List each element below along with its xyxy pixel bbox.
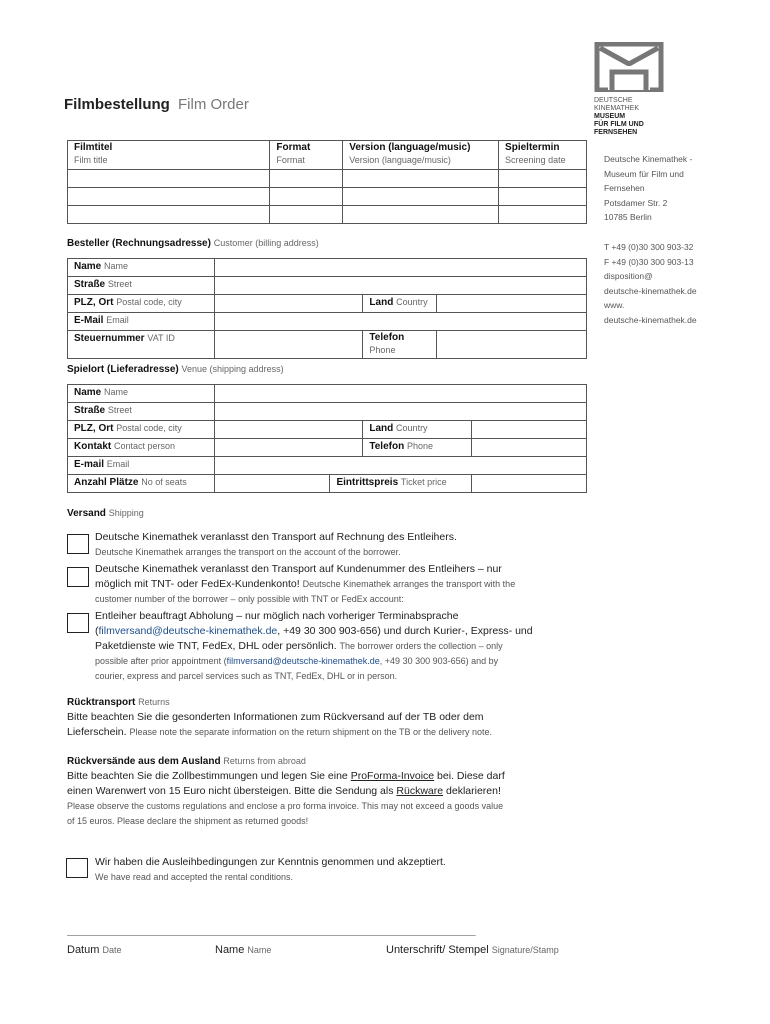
column-version: Version (language/music) Version (language/music) <box>343 141 499 170</box>
shipping-heading: Versand Shipping <box>67 508 144 519</box>
customer-postal-field[interactable] <box>214 295 363 313</box>
contact-email-b[interactable]: deutsche-kinemathek.de <box>604 285 697 296</box>
column-film-title: Filmtitel Film title <box>68 141 270 170</box>
table-row <box>68 188 587 206</box>
contact-phone: T +49 (0)30 300 903-32 <box>604 242 694 252</box>
venue-seats-label: Anzahl Plätze No of seats <box>68 475 215 493</box>
venue-contact-field[interactable] <box>214 439 363 457</box>
table-row <box>68 331 587 359</box>
logo-line: FÜR FILM UND <box>594 121 644 128</box>
table-row <box>68 457 587 475</box>
contact-fax: F +49 (0)30 300 903-13 <box>604 256 694 267</box>
table-row <box>68 313 587 331</box>
contact-block <box>604 240 697 328</box>
venue-phone-field[interactable] <box>472 439 587 457</box>
screening-date-field[interactable] <box>499 206 587 224</box>
customer-street-field[interactable] <box>214 277 586 295</box>
logo-line: DEUTSCHE <box>594 97 633 104</box>
customer-table <box>67 258 587 359</box>
accept-conditions-checkbox[interactable] <box>66 858 88 878</box>
venue-email-field[interactable] <box>214 457 586 475</box>
film-table-header <box>68 141 587 170</box>
customer-email-field[interactable] <box>214 313 586 331</box>
logo <box>594 42 664 137</box>
venue-postal-field[interactable] <box>214 421 363 439</box>
shipping-option-2: Deutsche Kinemathek veranlasst den Transport auf Kundenummer des Entleihers – nur möglich mit TNT- oder FedEx-Kundenkonto! Deutsche Kinemathek arranges the transport with the customer number of the borrower – only possible with TNT or FedEx account: <box>95 563 516 604</box>
table-row <box>68 295 587 313</box>
customer-country-label: Land Country <box>363 295 437 313</box>
column-screening-date: Spieltermin Screening date <box>499 141 587 170</box>
shipping-option-1-checkbox[interactable] <box>67 534 89 554</box>
address-block <box>604 152 692 225</box>
screening-date-field[interactable] <box>499 170 587 188</box>
version-field[interactable] <box>343 170 499 188</box>
page-title <box>64 96 249 113</box>
venue-name-field[interactable] <box>214 385 586 403</box>
shipping-option-3-checkbox[interactable] <box>67 613 89 633</box>
signature-stamp-label: Unterschrift/ Stempel Signature/Stamp <box>386 944 559 956</box>
table-row <box>68 259 587 277</box>
venue-country-label: Land Country <box>363 421 472 439</box>
film-title-field[interactable] <box>68 188 270 206</box>
column-format: Format Format <box>270 141 343 170</box>
title-de: Filmbestellung <box>64 96 170 113</box>
accept-conditions: Wir haben die Ausleihbedingungen zur Kenntnis genommen und akzeptiert. We have read and accepted the rental conditions. <box>95 856 446 882</box>
contact-email-a[interactable]: disposition@ <box>604 271 653 282</box>
kinemathek-logo-icon <box>594 42 664 92</box>
address-line: 10785 Berlin <box>604 212 652 223</box>
table-row <box>68 170 587 188</box>
contact-web-b[interactable]: deutsche-kinemathek.de <box>604 314 697 325</box>
venue-price-field[interactable] <box>472 475 587 493</box>
shipping-email-link[interactable]: filmversand@deutsche-kinemathek.de <box>98 625 278 637</box>
returns-section: Rücktransport Returns Bitte beachten Sie die gesonderten Informationen zum Rückversand auf der TB oder dem Lieferschein. Please note the separate information on the return shipment on the TB or the delivery note. <box>67 697 493 738</box>
customer-name-field[interactable] <box>214 259 586 277</box>
format-field[interactable] <box>270 170 343 188</box>
customer-phone-field[interactable] <box>437 331 587 359</box>
address-line: Potsdamer Str. 2 <box>604 197 668 208</box>
logo-line: KINEMATHEK <box>594 105 639 112</box>
venue-email-label: E-mail Email <box>68 457 215 475</box>
version-field[interactable] <box>343 188 499 206</box>
film-title-field[interactable] <box>68 206 270 224</box>
venue-postal-label: PLZ, Ort Postal code, city <box>68 421 215 439</box>
venue-heading: Spielort (Lieferadresse) Venue (shipping address) <box>67 364 284 375</box>
film-table <box>67 140 587 224</box>
shipping-email-link-en[interactable]: filmversand@deutsche-kinemathek.de <box>226 656 380 666</box>
shipping-option-1: Deutsche Kinemathek veranlasst den Transport auf Rechnung des Entleihers. Deutsche Kinemathek arranges the transport on the account of the borrower. <box>95 531 457 557</box>
venue-name-label: Name Name <box>68 385 215 403</box>
customer-phone-label: Telefon Phone <box>363 331 437 359</box>
table-row <box>68 421 587 439</box>
address-line: Fernsehen <box>604 183 645 194</box>
customer-heading: Besteller (Rechnungsadresse) Customer (billing address) <box>67 238 319 249</box>
format-field[interactable] <box>270 188 343 206</box>
format-field[interactable] <box>270 206 343 224</box>
customer-street-label: Straße Street <box>68 277 215 295</box>
table-row <box>68 385 587 403</box>
table-row <box>68 206 587 224</box>
customer-name-label: Name Name <box>68 259 215 277</box>
logo-line: MUSEUM <box>594 113 626 120</box>
logo-line: FERNSEHEN <box>594 129 638 136</box>
venue-street-label: Straße Street <box>68 403 215 421</box>
contact-web-a[interactable]: www. <box>604 300 625 311</box>
shipping-option-3: Entleiher beauftragt Abholung – nur möglich nach vorheriger Terminabsprache (filmversand@deutsche-kinemathek.de, +49 30 300 903-656) und durch Kurier-, Express- und Paketdienste wie TNT, FedEx, DHL oder persönlich. The borrower orders the collection – only possible after prior appointment (filmversand@deutsche-kinemathek.de, +49 30 300 903-656) and by courier, express and parcel services such as TNT, FedEx, DHL or in person. <box>95 610 533 681</box>
address-line: Deutsche Kinemathek - <box>604 154 693 164</box>
screening-date-field[interactable] <box>499 188 587 206</box>
table-row <box>68 277 587 295</box>
signature-line: _____________________________________________________________________________________ <box>67 926 476 936</box>
venue-seats-field[interactable] <box>214 475 330 493</box>
venue-street-field[interactable] <box>214 403 586 421</box>
customer-country-field[interactable] <box>437 295 587 313</box>
table-row <box>68 439 587 457</box>
shipping-option-2-checkbox[interactable] <box>67 567 89 587</box>
venue-contact-label: Kontakt Contact person <box>68 439 215 457</box>
abroad-section: Rückversände aus dem Ausland Returns from abroad Bitte beachten Sie die Zollbestimmungen und legen Sie eine ProForma-Invoice bei. Diese darf einen Warenwert von 15 Euro nicht übersteigen. Bitte die Sendung als Rückware deklarieren! Please observe the customs regulations and enclose a pro forma invoice. This may not exceed a goods value of 15 euros. Please declare the shipment as returned goods! <box>67 756 505 826</box>
venue-table <box>67 384 587 493</box>
venue-phone-label: Telefon Phone <box>363 439 472 457</box>
customer-email-label: E-Mail Email <box>68 313 215 331</box>
customer-postal-label: PLZ, Ort Postal code, city <box>68 295 215 313</box>
version-field[interactable] <box>343 206 499 224</box>
table-row <box>68 403 587 421</box>
venue-country-field[interactable] <box>472 421 587 439</box>
customer-vat-field[interactable] <box>214 331 363 359</box>
title-en: Film Order <box>178 96 249 113</box>
signature-name-label: Name Name <box>215 944 272 956</box>
address-line: Museum für Film und <box>604 168 684 179</box>
film-title-field[interactable] <box>68 170 270 188</box>
venue-price-label: Eintrittspreis Ticket price <box>330 475 472 493</box>
table-row <box>68 475 587 493</box>
customer-vat-label: Steuernummer VAT ID <box>68 331 215 359</box>
signature-date-label: Datum Date <box>67 944 122 956</box>
